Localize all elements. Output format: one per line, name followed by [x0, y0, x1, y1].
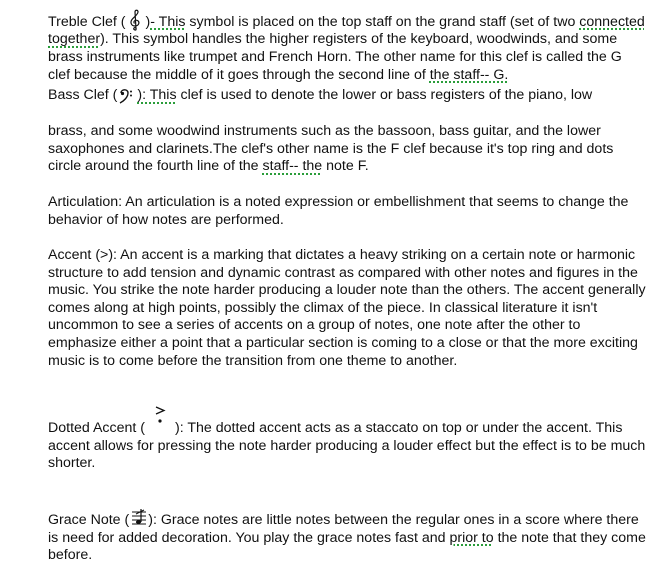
grace-note-term: Grace Note (	[48, 512, 130, 529]
bass-clef-paragraph-cont: brass, and some woodwind instruments such as the bassoon, bass guitar, and the lower saxophones and clarinets.The clef's other name is the F clef because it's top ring and dots circle around the fourth line of the staff-- the note F.	[48, 123, 614, 175]
articulation-paragraph: Articulation: An articulation is a noted expression or embellishment that seems to change the behavior of how notes are performed.	[48, 193, 629, 228]
bass-clef-paragraph: Bass Clef ( ): This clef is used to denote the lower or bass registers of the piano, low	[48, 87, 593, 104]
treble-clef-paragraph: Treble Clef ( )- This symbol is placed on the top staff on the grand staff (set of two connected together). This symbol handles the higher registers of the keyboard, woodwinds, and some brass instruments like trumpet and French Horn. The other name for this clef is called the G clef because the middle of it goes through the second line of the staff-- G.	[48, 13, 646, 84]
grace-note-icon	[131, 508, 147, 528]
treble-clef-term: Treble Clef (	[48, 13, 126, 30]
dotted-accent-icon	[145, 404, 175, 430]
bass-clef-term: Bass Clef (	[48, 87, 118, 104]
dotted-accent-paragraph: Dotted Accent ( ): The dotted accent acts as a staccato on top or under the accent. This accent allows for pressing the note harder producing a louder effect but the effect is to be much shorter.	[48, 404, 646, 473]
bass-clef-icon	[118, 87, 136, 105]
grace-note-paragraph: Grace Note ( ): Grace notes are little notes between the regular ones in a score where there is need for added decoration. You play the grace notes fast and prior to the note that they come before.	[48, 508, 646, 565]
dotted-accent-term: Dotted Accent (	[48, 420, 145, 437]
document-body	[48, 13, 646, 565]
treble-clef-icon	[127, 9, 145, 31]
accent-paragraph: Accent (>): An accent is a marking that dictates a heavy striking on a certain note or harmonic structure to add tension and dynamic contrast as compared with other notes and figures in the music. You strike the note harder producing a louder note than the others. The accent generally comes along at high points, possibly the climax of the piece. In classical literature it isn't uncommon to see a series of accents on a group of notes, one note after the other to emphasize either a point that a particular section is coming to a close or that the more exciting music is to come before the transition from one theme to another.	[48, 247, 646, 369]
